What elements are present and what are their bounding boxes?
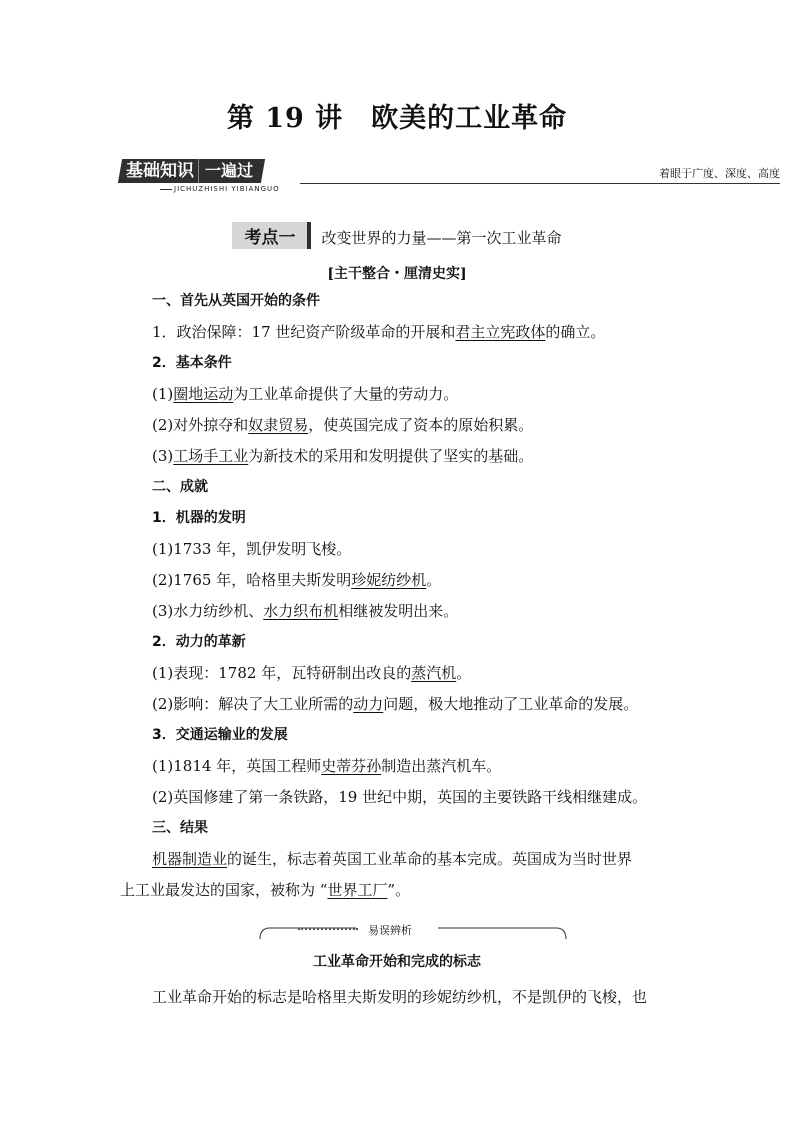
divider-label: 易误辨析	[368, 924, 412, 937]
underlined-term: 蒸汽机	[411, 664, 457, 682]
content-heading	[152, 476, 208, 496]
content-heading	[152, 724, 288, 744]
content-line	[152, 414, 533, 435]
content-line	[152, 321, 605, 342]
pinyin-rule	[160, 189, 172, 190]
content-line	[152, 538, 351, 559]
banner-tagline: 着眼于广度、深度、高度	[659, 167, 780, 180]
text-run: ”。	[387, 881, 411, 899]
underlined-term: 动力	[353, 695, 384, 713]
content-line	[152, 600, 458, 621]
text-run: ，使英国完成了资本的原始积累。	[308, 416, 534, 434]
text-run: 3．交通运输业的发展	[152, 727, 288, 743]
text-run: (1)1733 年，凯伊发明飞梭。	[152, 540, 352, 558]
text-run: 。	[426, 571, 442, 589]
content-line	[152, 383, 458, 404]
content-heading	[152, 631, 246, 651]
content-heading	[152, 507, 246, 527]
text-run: (3)水力纺纱机、	[152, 602, 264, 620]
content-line	[152, 693, 638, 714]
text-run: 1．机器的发明	[152, 510, 246, 526]
text-run: 制造出蒸汽机车。	[381, 757, 502, 775]
content-line	[152, 662, 471, 683]
kaodian-heading	[0, 222, 794, 249]
text-run: 为新技术的采用和发明提供了坚实的基础。	[248, 447, 534, 465]
badge-sub: 一遍过	[198, 159, 253, 183]
banner-rule	[300, 183, 780, 184]
kaodian-title: 改变世界的力量——第一次工业革命	[321, 229, 562, 247]
text-run: 上工业最发达的国家，被称为 “	[120, 881, 328, 899]
divider-dots-left	[298, 928, 358, 930]
divider-bracket-icon	[258, 920, 568, 940]
text-run: 问题，极大地推动了工业革命的发展。	[383, 695, 639, 713]
subsection-heading: 工业革命开始和完成的标志	[313, 954, 481, 970]
text-run: 三、结果	[152, 820, 208, 836]
content-line	[152, 848, 632, 869]
underlined-term: 史蒂芬孙	[321, 757, 382, 775]
content-heading	[152, 352, 232, 372]
text-run: 一、首先从英国开始的条件	[152, 293, 320, 309]
section-badge	[118, 159, 265, 183]
text-run: (3)	[152, 447, 174, 465]
text-run: (1)	[152, 385, 174, 403]
content-line	[120, 879, 410, 900]
content-heading	[152, 817, 208, 837]
underlined-term: 水力织布机	[263, 602, 339, 620]
text-run: 2．基本条件	[152, 355, 232, 371]
underlined-term: 机器制造业	[152, 850, 228, 868]
underlined-term: 工场手工业	[173, 447, 249, 465]
text-run: 。	[456, 664, 472, 682]
content-line	[152, 786, 647, 807]
content-heading	[152, 290, 320, 310]
underlined-term: 奴隶贸易	[248, 416, 309, 434]
text-run: (1)表现：1782 年，瓦特研制出改良的	[152, 664, 412, 682]
text-run: (2)影响：解决了大工业所需的	[152, 695, 354, 713]
error-analysis-divider	[258, 920, 568, 940]
section-subtitle: [主干整合・厘清史实]	[327, 266, 467, 282]
underlined-term: 圈地运动	[173, 385, 234, 403]
underlined-term: 珍妮纺纱机	[351, 571, 427, 589]
text-run: 的确立。	[545, 323, 606, 341]
content-line	[152, 445, 533, 466]
text-run: 的诞生，标志着英国工业革命的基本完成。英国成为当时世界	[227, 850, 633, 868]
text-run: 为工业革命提供了大量的劳动力。	[233, 385, 459, 403]
page-title: 第 19 讲 欧美的工业革命	[226, 103, 568, 134]
text-run: 2．动力的革新	[152, 634, 246, 650]
text-run: (2)对外掠夺和	[152, 416, 249, 434]
text-run: 1．政治保障：17 世纪资产阶级革命的开展和	[152, 323, 456, 341]
underlined-term: 世界工厂	[327, 881, 388, 899]
kaodian-label: 考点一	[232, 222, 311, 249]
text-run: 相继被发明出来。	[338, 602, 459, 620]
final-paragraph-line: 工业革命开始的标志是哈格里夫斯发明的珍妮纺纱机，不是凯伊的飞梭，也	[152, 988, 648, 1006]
badge-main: 基础知识	[126, 161, 194, 181]
content-line	[152, 569, 441, 590]
text-run: (2)1765 年，哈格里夫斯发明	[152, 571, 352, 589]
section-banner	[120, 159, 780, 195]
content-line	[152, 755, 501, 776]
text-run: (2)英国修建了第一条铁路，19 世纪中期，英国的主要铁路干线相继建成。	[152, 788, 648, 806]
badge-pinyin: JICHUZHISHI YIBIANGUO	[174, 185, 280, 193]
underlined-term: 君主立宪政体	[455, 323, 546, 341]
text-run: (1)1814 年，英国工程师	[152, 757, 322, 775]
text-run: 二、成就	[152, 479, 208, 495]
